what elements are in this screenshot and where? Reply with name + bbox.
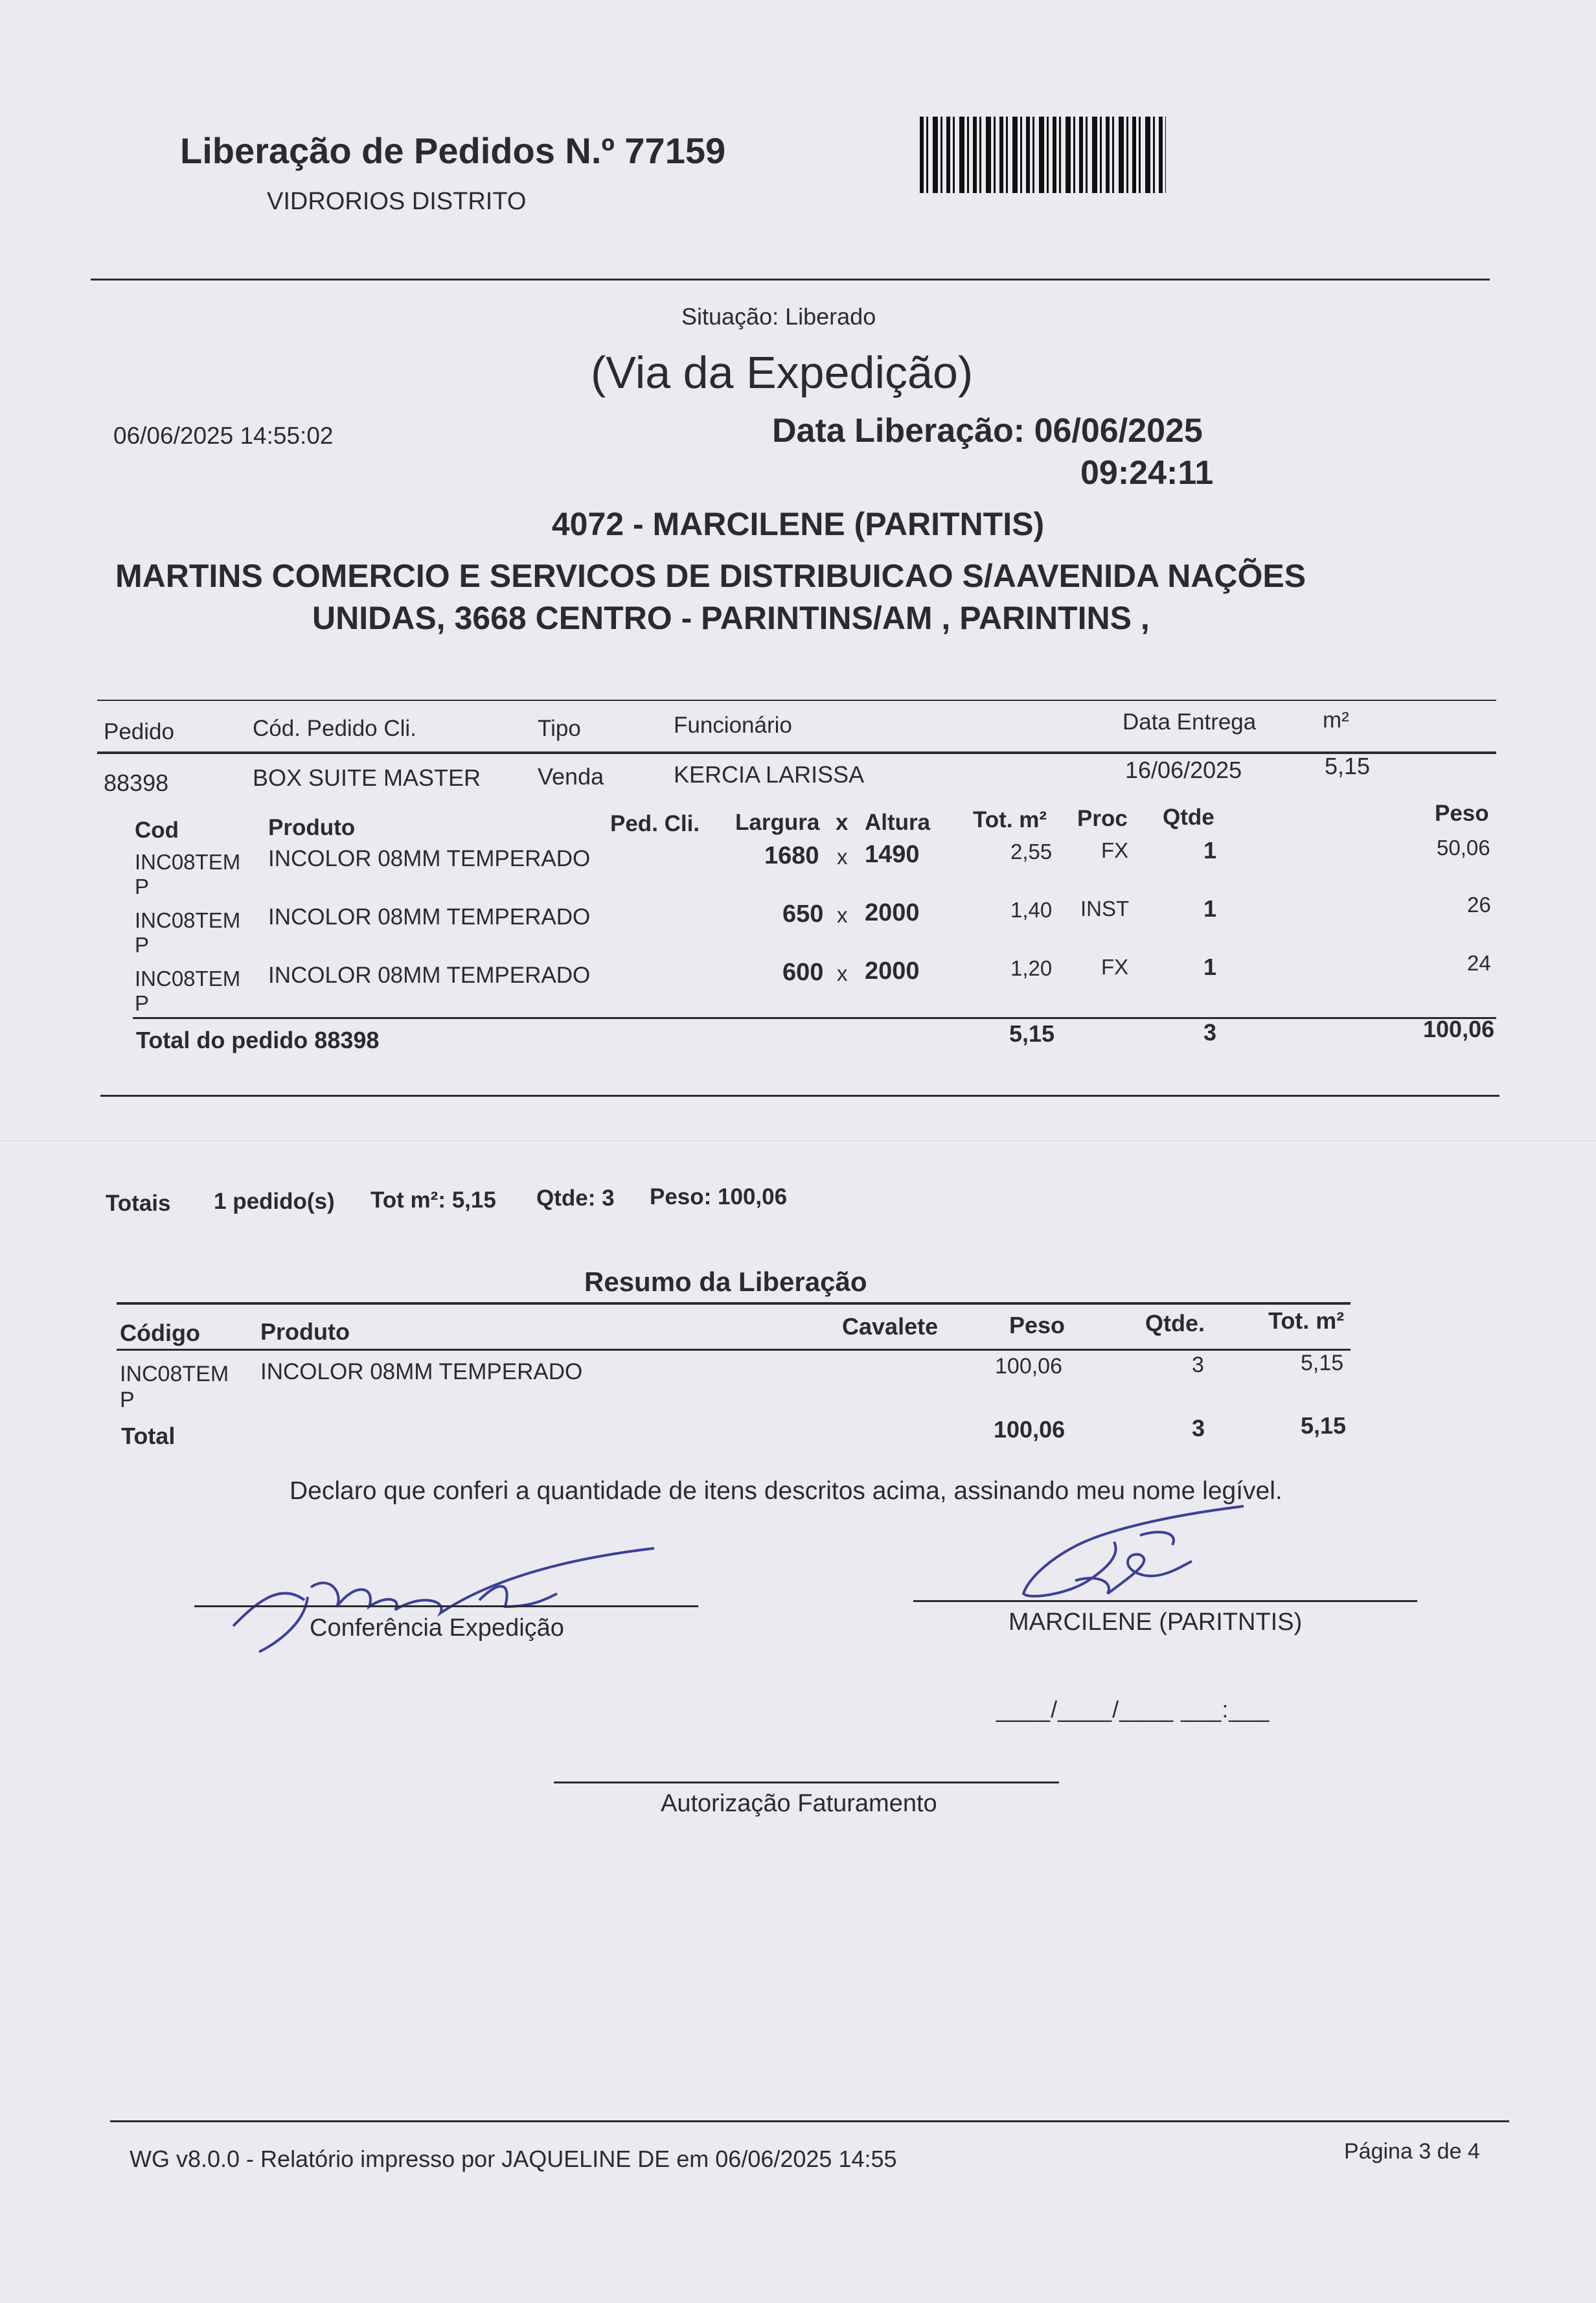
- items-col-largura: Largura: [735, 810, 820, 835]
- divider: [91, 279, 1490, 281]
- totals-label: Totais: [106, 1191, 171, 1216]
- pedido-number: 88398: [104, 770, 169, 796]
- item-x: x: [837, 903, 848, 927]
- item-produto: INCOLOR 08MM TEMPERADO: [268, 904, 591, 930]
- release-date: Data Liberação: 06/06/2025: [772, 412, 1203, 450]
- summary-tot-m2: 5,15: [1301, 1351, 1344, 1375]
- signature-cliente: [1010, 1496, 1257, 1613]
- order-total-qtde: 3: [1203, 1019, 1217, 1046]
- items-col-proc: Proc: [1077, 806, 1128, 831]
- summary-total-m2: 5,15: [1301, 1412, 1347, 1439]
- signature-label-cliente: MARCILENE (PARITNTIS): [1009, 1609, 1303, 1636]
- item-peso: 26: [1467, 893, 1491, 917]
- item-qtde: 1: [1203, 837, 1217, 864]
- summary-cod-suffix: P: [120, 1388, 135, 1412]
- pedido-m2: 5,15: [1325, 753, 1371, 779]
- item-proc: FX: [1101, 838, 1129, 862]
- summary-col-tot-m2: Tot. m²: [1268, 1307, 1345, 1334]
- paper-fold: [0, 1140, 1596, 1143]
- items-col-x: x: [836, 810, 849, 835]
- item-altura: 2000: [865, 957, 920, 985]
- order-total-m2: 5,15: [1009, 1020, 1055, 1047]
- items-col-altura: Altura: [865, 810, 931, 835]
- item-altura: 1490: [865, 841, 920, 868]
- summary-total-qtde: 3: [1192, 1415, 1205, 1441]
- totals-qtde: Qtde: 3: [536, 1186, 615, 1211]
- pedido-cod-cli: BOX SUITE MASTER: [253, 764, 481, 791]
- item-produto: INCOLOR 08MM TEMPERADO: [268, 963, 591, 988]
- totals-peso: Peso: 100,06: [650, 1184, 788, 1209]
- item-qtde: 1: [1203, 895, 1217, 922]
- signature-label-autorizacao: Autorização Faturamento: [661, 1790, 937, 1817]
- divider: [110, 2120, 1509, 2122]
- summary-col-produto: Produto: [260, 1318, 350, 1345]
- summary-col-codigo: Código: [120, 1320, 200, 1346]
- item-cod: INC08TEM: [135, 908, 241, 932]
- item-largura: 650: [782, 900, 824, 928]
- page-number: Página 3 de 4: [1344, 2139, 1480, 2164]
- summary-col-qtde: Qtde.: [1145, 1310, 1205, 1336]
- col-tipo: Tipo: [538, 716, 581, 741]
- divider: [133, 1017, 1496, 1019]
- signature-line: [913, 1600, 1417, 1602]
- summary-col-peso: Peso: [1009, 1312, 1066, 1338]
- status-text: Situação: Liberado: [681, 303, 876, 330]
- summary-total-peso: 100,06: [994, 1416, 1066, 1443]
- order-total-peso: 100,06: [1423, 1016, 1495, 1042]
- pedido-data-entrega: 16/06/2025: [1125, 757, 1242, 783]
- client-address-line1: MARTINS COMERCIO E SERVICOS DE DISTRIBUICAO S/AAVENIDA NAÇÕES: [115, 558, 1306, 594]
- item-cod-suffix: P: [135, 991, 150, 1015]
- summary-peso: 100,06: [995, 1354, 1062, 1379]
- item-cod: INC08TEM: [135, 967, 241, 991]
- summary-col-cavalete: Cavalete: [842, 1313, 939, 1340]
- item-altura: 2000: [865, 899, 920, 926]
- item-cod-suffix: P: [135, 875, 150, 899]
- divider: [97, 700, 1496, 701]
- signature-conferencia: [207, 1535, 687, 1665]
- item-proc: INST: [1080, 897, 1130, 921]
- copy-label: (Via da Expedição): [591, 347, 974, 398]
- document-title: Liberação de Pedidos N.º 77159: [180, 130, 726, 171]
- summary-produto: INCOLOR 08MM TEMPERADO: [260, 1359, 583, 1384]
- item-produto: INCOLOR 08MM TEMPERADO: [268, 846, 591, 871]
- pedido-funcionario: KERCIA LARISSA: [674, 761, 865, 788]
- items-col-tot-m2: Tot. m²: [973, 807, 1047, 832]
- item-peso: 50,06: [1437, 836, 1490, 860]
- col-data-entrega: Data Entrega: [1123, 709, 1257, 735]
- summary-cod: INC08TEM: [120, 1362, 229, 1386]
- company-name: VIDRORIOS DISTRITO: [267, 188, 527, 215]
- col-funcionario: Funcionário: [674, 713, 792, 738]
- item-tot-m2: 1,20: [1010, 956, 1053, 980]
- items-col-peso: Peso: [1435, 801, 1489, 826]
- item-cod-suffix: P: [135, 933, 150, 957]
- divider: [100, 1095, 1499, 1097]
- summary-title: Resumo da Liberação: [584, 1266, 867, 1297]
- item-x: x: [837, 845, 848, 869]
- signature-line: [194, 1605, 698, 1607]
- release-time: 09:24:11: [1080, 454, 1214, 492]
- order-total-label: Total do pedido 88398: [136, 1027, 380, 1053]
- date-time-fields: ____/____/____ ___:___: [996, 1696, 1270, 1723]
- item-tot-m2: 2,55: [1010, 840, 1053, 864]
- items-col-ped-cli: Ped. Cli.: [610, 811, 700, 836]
- col-m2: m²: [1323, 707, 1349, 733]
- client-address-line2: UNIDAS, 3668 CENTRO - PARINTINS/AM , PARINTINS ,: [312, 600, 1150, 636]
- item-largura: 1680: [764, 842, 819, 869]
- item-tot-m2: 1,40: [1010, 898, 1053, 922]
- col-cod-pedido-cli: Cód. Pedido Cli.: [253, 716, 416, 741]
- items-col-qtde: Qtde: [1163, 805, 1214, 830]
- barcode: [920, 117, 1166, 193]
- summary-qtde: 3: [1192, 1353, 1204, 1377]
- declaration-text: Declaro que conferi a quantidade de itens descritos acima, assinando meu nome legível.: [290, 1477, 1282, 1505]
- item-proc: FX: [1101, 955, 1129, 979]
- item-qtde: 1: [1203, 954, 1217, 980]
- divider: [117, 1349, 1351, 1351]
- totals-pedidos: 1 pedido(s): [214, 1189, 335, 1214]
- print-timestamp: 06/06/2025 14:55:02: [113, 422, 334, 449]
- item-largura: 600: [782, 959, 824, 986]
- items-col-produto: Produto: [268, 815, 356, 840]
- divider: [117, 1302, 1351, 1305]
- pedido-tipo: Venda: [538, 763, 604, 790]
- divider: [97, 751, 1496, 754]
- client-code: 4072 - MARCILENE (PARITNTIS): [551, 506, 1045, 542]
- col-pedido: Pedido: [104, 719, 174, 744]
- item-cod: INC08TEM: [135, 850, 241, 874]
- totals-m2: Tot m²: 5,15: [370, 1187, 496, 1213]
- summary-total-label: Total: [121, 1423, 176, 1449]
- signature-line: [554, 1782, 1059, 1783]
- item-peso: 24: [1467, 951, 1491, 975]
- signature-label-conferencia: Conferência Expedição: [310, 1614, 564, 1642]
- items-col-cod: Cod: [135, 818, 179, 843]
- footer-printed-by: WG v8.0.0 - Relatório impresso por JAQUELINE DE em 06/06/2025 14:55: [130, 2146, 897, 2172]
- item-x: x: [837, 961, 848, 985]
